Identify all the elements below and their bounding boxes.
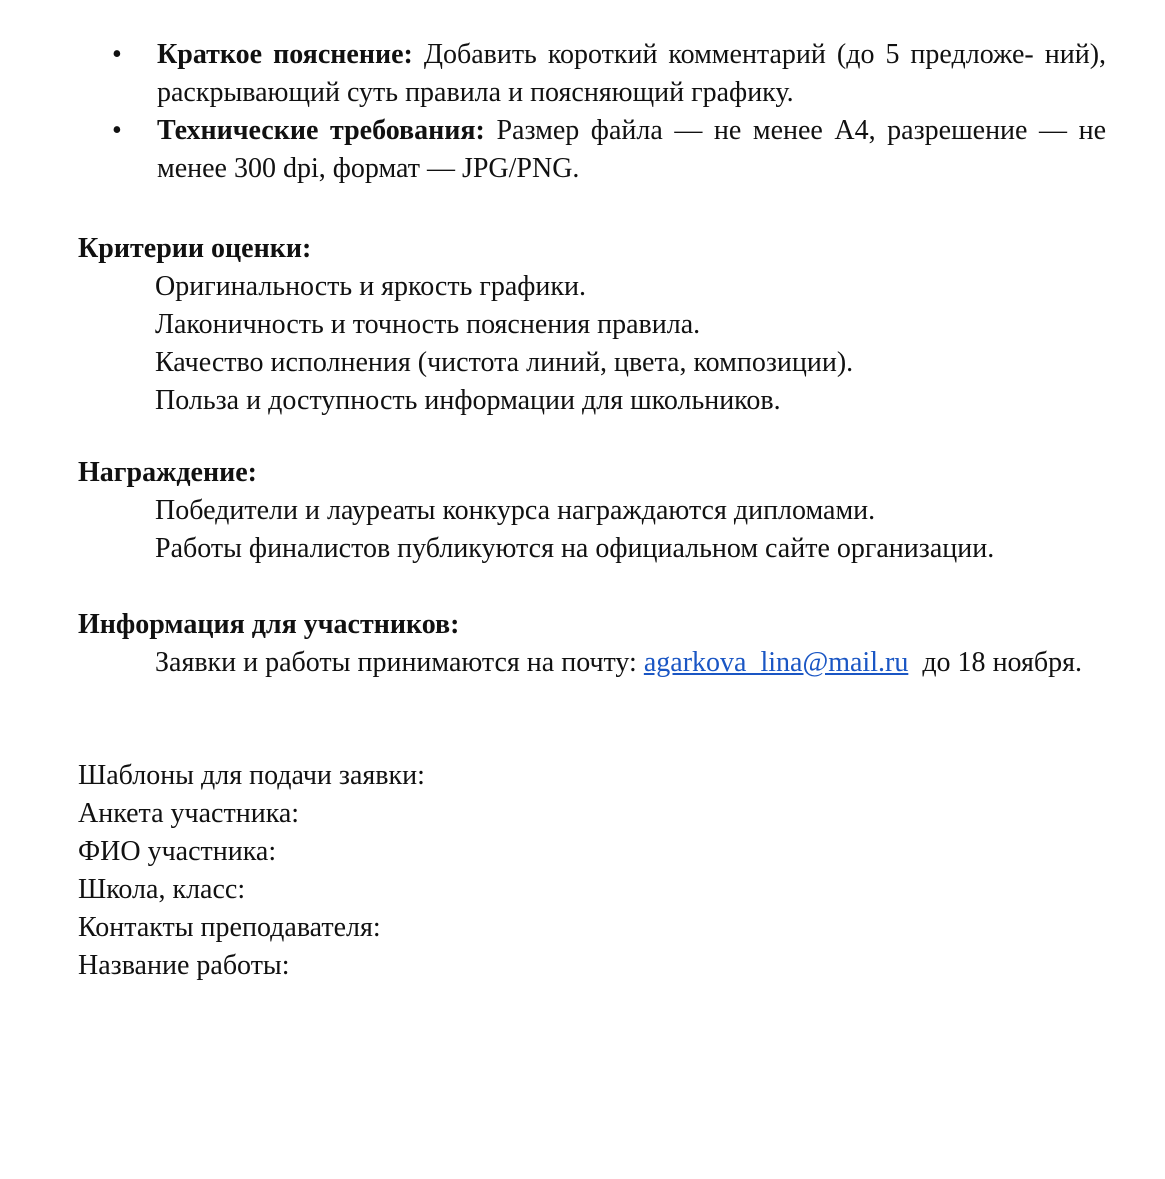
bullet-text: Размер файла — не менее А4, разрешение: [496, 115, 1028, 146]
bullet-label: Краткое пояснение:: [157, 39, 413, 70]
bullet-icon: •: [112, 39, 122, 70]
template-field-label: Название работы:: [78, 950, 290, 981]
template-field-label: Школа, класс:: [78, 874, 246, 905]
template-field-label: Анкета участника:: [78, 798, 300, 829]
awards-item: Работы финалистов публикуются на официальном сайте организации.: [155, 533, 995, 564]
bullet-item-short-explanation: [108, 36, 1106, 112]
template-field-label: Контакты преподавателя:: [78, 912, 381, 943]
criteria-heading: Критерии оценки:: [78, 233, 312, 264]
bullet-item-technical-requirements: [108, 112, 1106, 188]
bullet-label: Технические требования:: [157, 115, 485, 146]
criteria-item: Качество исполнения (чистота линий, цвета, композиции).: [155, 347, 854, 378]
bullet-text: Добавить короткий комментарий (до 5 предложе-: [423, 39, 1034, 70]
info-text-line2: ноября.: [992, 647, 1083, 678]
awards-section: [78, 454, 1106, 568]
templates-heading: Шаблоны для подачи заявки:: [78, 760, 425, 791]
email-link[interactable]: agarkova_lina@mail.ru: [643, 647, 909, 678]
info-section: [78, 606, 1106, 682]
info-text-after: до 18: [922, 647, 986, 678]
bullet-icon: •: [112, 115, 122, 146]
bullet-text-continued: — не менее 300 dpi, формат — JPG/PNG.: [157, 115, 1107, 184]
awards-heading: Награждение:: [78, 457, 257, 488]
templates-section: [78, 757, 1106, 985]
info-text-before: Заявки и работы принимаются на почту:: [155, 647, 637, 678]
criteria-item: Польза и доступность информации для школьников.: [155, 385, 781, 416]
criteria-section: [78, 230, 1106, 420]
criteria-item: Лаконичность и точность пояснения правила.: [155, 309, 701, 340]
awards-item: Победители и лауреаты конкурса награждаются дипломами.: [155, 495, 876, 526]
criteria-item: Оригинальность и яркость графики.: [155, 271, 586, 302]
requirements-bullet-list: [108, 36, 1106, 188]
template-field-label: ФИО участника:: [78, 836, 277, 867]
info-paragraph: [78, 644, 1106, 682]
bullet-text-continued: ний), раскрывающий суть правила и поясняющий графику.: [157, 39, 1107, 108]
info-heading: Информация для участников:: [78, 609, 460, 640]
